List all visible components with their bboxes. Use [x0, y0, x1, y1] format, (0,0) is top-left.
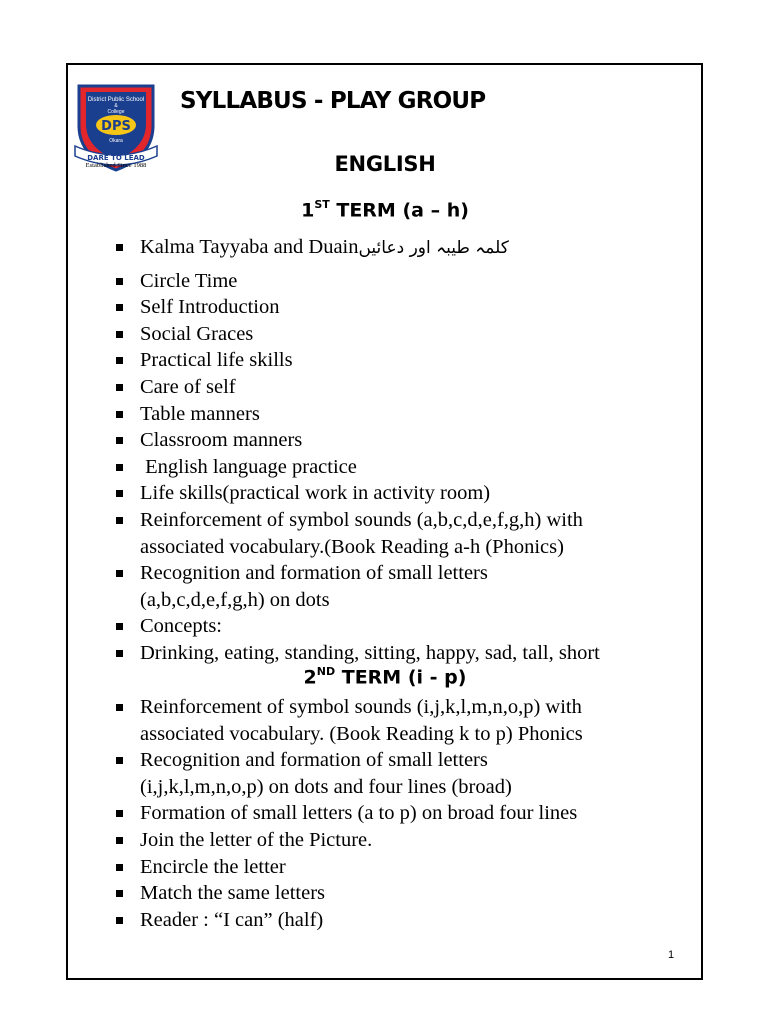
- list-item: Recognition and formation of small letters (a,b,c,d,e,f,g,h) on dots: [116, 560, 706, 613]
- svg-text:&: &: [114, 103, 118, 109]
- list-item: Reinforcement of symbol sounds (i,j,k,l,m,n,o,p) with associated vocabulary. (Book Reading k to p) Phonics: [116, 694, 706, 747]
- list-item: Match the same letters: [116, 880, 706, 907]
- term-1-list: [116, 234, 706, 667]
- list-item: Table manners: [116, 401, 706, 428]
- term-1-heading: 1ST TERM (a – h): [301, 198, 469, 222]
- list-item: Care of self: [116, 374, 706, 401]
- page-number: 1: [668, 949, 675, 961]
- subject-heading: ENGLISH: [334, 152, 436, 176]
- list-item: Kalma Tayyaba and Duainکلمہ طیبہ اور دعائیں: [116, 234, 706, 262]
- term-2-heading: 2ND TERM (i - p): [303, 665, 467, 689]
- list-item: Join the letter of the Picture.: [116, 827, 706, 854]
- list-item: Reader : “I can” (half): [116, 907, 706, 934]
- list-item: Recognition and formation of small letters (i,j,k,l,m,n,o,p) on dots and four lines (broad): [116, 747, 706, 800]
- logo-established-caption: Established Since 1988: [85, 162, 147, 169]
- term-2-list: [116, 694, 706, 933]
- list-item: Encircle the letter: [116, 854, 706, 881]
- list-item: Life skills(practical work in activity room): [116, 480, 706, 507]
- page-title: SYLLABUS - PLAY GROUP: [180, 88, 486, 114]
- list-item: Formation of small letters (a to p) on broad four lines: [116, 800, 706, 827]
- svg-text:District Public School: District Public School: [87, 97, 145, 103]
- svg-text:DPS: DPS: [101, 119, 131, 134]
- list-item: Practical life skills: [116, 347, 706, 374]
- list-item: Reinforcement of symbol sounds (a,b,c,d,e,f,g,h) with associated vocabulary.(Book Reading a-h (Phonics): [116, 507, 706, 560]
- list-item: English language practice: [116, 454, 706, 481]
- list-item: Self Introduction: [116, 294, 706, 321]
- list-item: Drinking, eating, standing, sitting, happy, sad, tall, short: [116, 640, 706, 667]
- svg-text:Okara: Okara: [109, 138, 123, 144]
- list-item: Classroom manners: [116, 427, 706, 454]
- svg-text:DARE TO LEAD: DARE TO LEAD: [87, 154, 145, 162]
- list-item: Concepts:: [116, 613, 706, 640]
- list-item: Social Graces: [116, 321, 706, 348]
- list-item: Circle Time: [116, 268, 706, 295]
- svg-text:College: College: [107, 109, 125, 115]
